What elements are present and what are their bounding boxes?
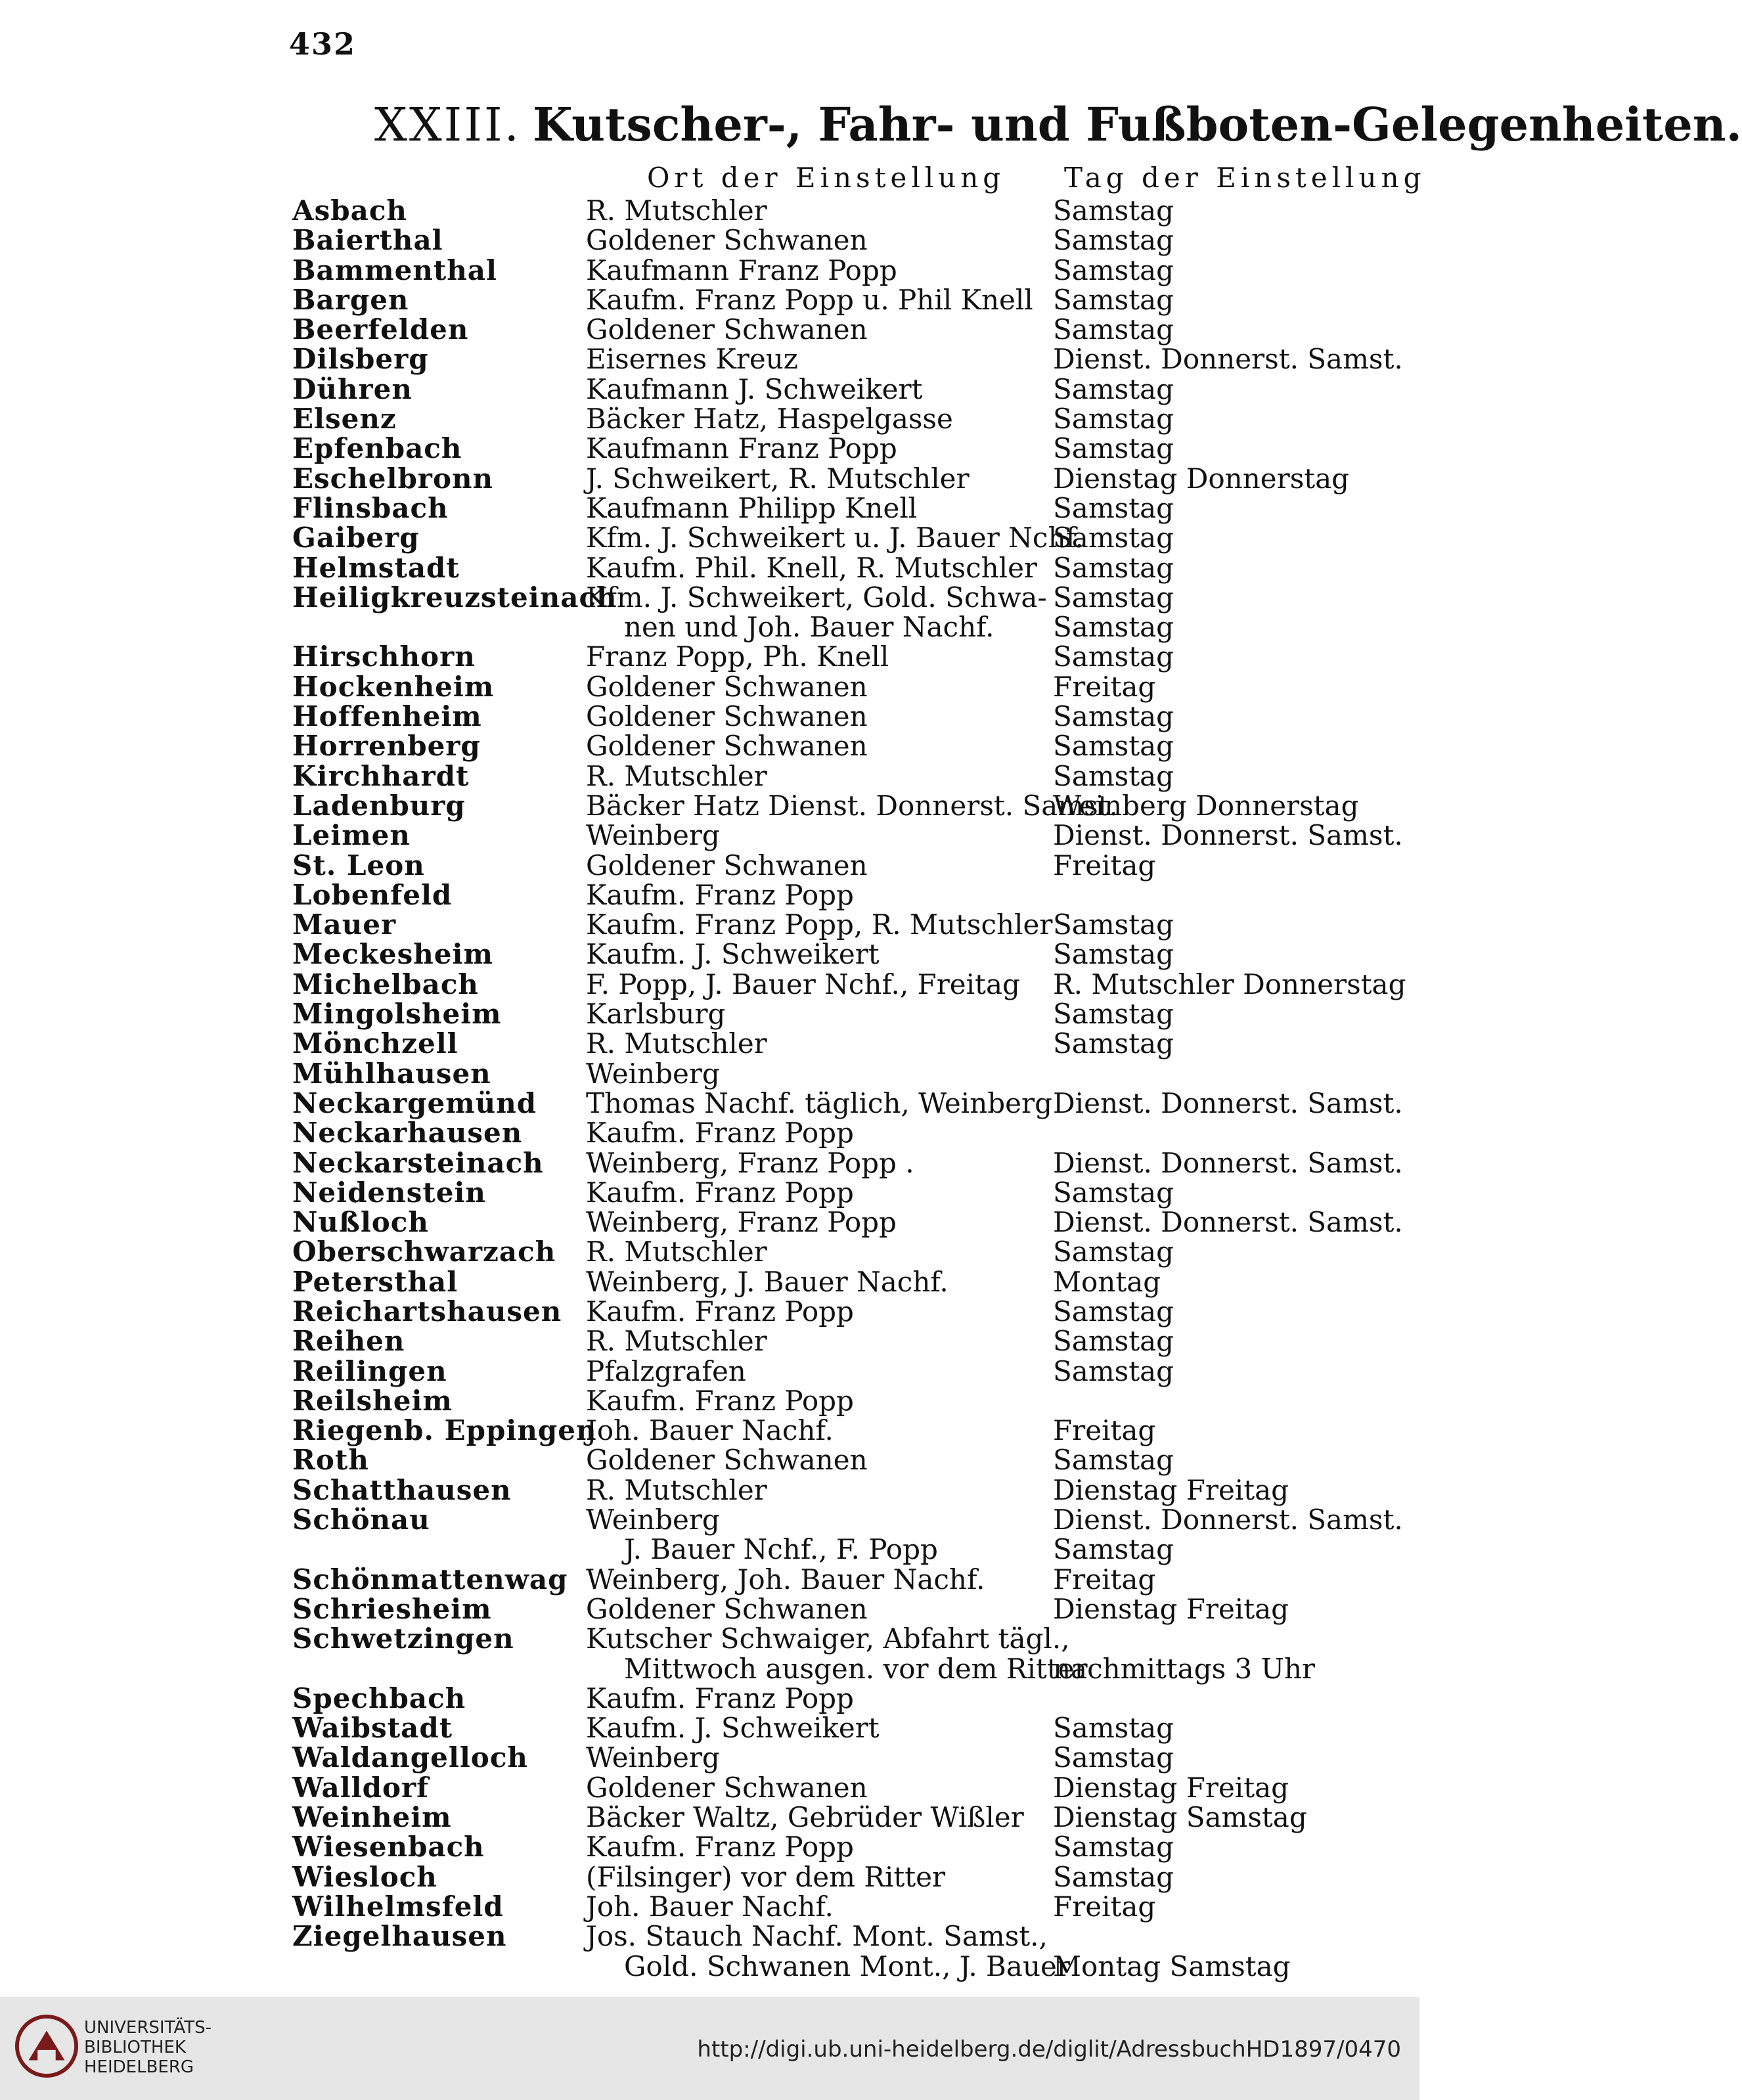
pickup-day: Weinberg Donnerstag xyxy=(1053,789,1359,822)
table-row xyxy=(0,612,1419,642)
pickup-place: Bäcker Hatz, Haspelgasse xyxy=(586,403,953,436)
pickup-day: Samstag xyxy=(1053,700,1174,733)
table-row xyxy=(0,1267,1419,1297)
location-name: Meckesheim xyxy=(292,938,493,971)
pickup-place: Kaufm. Franz Popp xyxy=(586,1831,854,1864)
table-row xyxy=(0,731,1419,761)
pickup-place: Jos. Stauch Nachf. Mont. Samst., xyxy=(586,1920,1048,1953)
table-row xyxy=(0,493,1419,523)
pickup-place: Goldener Schwanen xyxy=(586,224,868,257)
pickup-day: Samstag xyxy=(1053,1860,1174,1893)
table-row xyxy=(0,1505,1419,1534)
pickup-place: Kutscher Schwaiger, Abfahrt tägl., xyxy=(586,1622,1070,1655)
pickup-place: Kaufm. Franz Popp xyxy=(586,1384,854,1417)
pickup-place: R. Mutschler xyxy=(586,1473,767,1506)
location-name: Mingolsheim xyxy=(292,998,502,1031)
library-name-line: BIBLIOTHEK xyxy=(84,2038,186,2057)
table-row xyxy=(0,285,1419,315)
location-name: Wiesloch xyxy=(292,1860,437,1893)
table-row xyxy=(0,642,1419,671)
table-row xyxy=(0,702,1419,731)
pickup-day: Samstag xyxy=(1053,1236,1174,1268)
pickup-day: Samstag xyxy=(1053,1533,1174,1566)
pickup-place: Kaufm. Franz Popp xyxy=(586,878,854,911)
pickup-day: Freitag xyxy=(1053,1890,1156,1923)
pickup-day: Montag Samstag xyxy=(1053,1950,1291,1982)
location-name: Hirschhorn xyxy=(292,640,476,673)
library-name-line: UNIVERSITÄTS- xyxy=(84,2018,212,2038)
table-row xyxy=(0,464,1419,493)
column-header-ort: Ort der Einstellung xyxy=(647,162,1006,194)
location-name: Reilsheim xyxy=(292,1384,453,1417)
pickup-place: Goldener Schwanen xyxy=(586,1771,868,1804)
pickup-place: Kaufmann J. Schweikert xyxy=(586,372,923,405)
table-row xyxy=(0,1565,1419,1594)
location-name: Mauer xyxy=(292,908,397,941)
location-name: Hockenheim xyxy=(292,670,495,703)
pickup-day: Dienst. Donnerst. Samst. xyxy=(1053,1086,1403,1119)
table-row xyxy=(0,1713,1419,1743)
location-name: Ladenburg xyxy=(292,789,466,822)
table-row xyxy=(0,256,1419,285)
pickup-place: Mittwoch ausgen. vor dem Ritter xyxy=(624,1652,1088,1685)
pickup-day: Freitag xyxy=(1053,849,1156,882)
section-number: XXIII. xyxy=(374,98,521,152)
section-title-text: Kutscher-, Fahr- und Fußboten-Gelegenheiten. xyxy=(532,97,1742,152)
pickup-day: Samstag xyxy=(1053,1354,1174,1387)
table-row xyxy=(0,1386,1419,1416)
location-name: Wilhelmsfeld xyxy=(292,1890,504,1923)
location-name: Weinheim xyxy=(292,1801,452,1834)
table-row xyxy=(0,1475,1419,1505)
pickup-place: Franz Popp, Ph. Knell xyxy=(586,640,889,673)
pickup-day: Samstag xyxy=(1053,640,1174,673)
pickup-day: nachmittags 3 Uhr xyxy=(1053,1652,1316,1685)
location-name: Baierthal xyxy=(292,224,443,257)
pickup-day: Samstag xyxy=(1053,730,1174,763)
pickup-day: Samstag xyxy=(1053,938,1174,971)
table-row xyxy=(0,1059,1419,1088)
pickup-place: Kaufmann Franz Popp xyxy=(586,432,897,465)
location-name: Nußloch xyxy=(292,1206,429,1239)
pickup-place: Goldener Schwanen xyxy=(586,1592,868,1625)
library-name xyxy=(84,2018,212,2077)
pickup-place: Goldener Schwanen xyxy=(586,700,868,733)
table-row xyxy=(0,1624,1419,1653)
pickup-place: R. Mutschler xyxy=(586,1325,767,1358)
location-name: Schwetzingen xyxy=(292,1622,514,1655)
pickup-place: Weinberg xyxy=(586,1741,720,1774)
table-row xyxy=(0,1684,1419,1713)
pickup-place: Pfalzgrafen xyxy=(586,1354,746,1387)
pickup-day: Samstag xyxy=(1053,759,1174,792)
location-name: Reihen xyxy=(292,1325,405,1358)
table-row xyxy=(0,1029,1419,1058)
table-row xyxy=(0,1862,1419,1892)
pickup-place: Kaufm. Franz Popp xyxy=(586,1295,854,1328)
location-name: Schriesheim xyxy=(292,1592,492,1625)
pickup-place: Weinberg, Franz Popp xyxy=(586,1206,897,1239)
location-name: Walldorf xyxy=(292,1771,430,1804)
location-name: Dilsberg xyxy=(292,343,429,376)
pickup-day: Freitag xyxy=(1053,1563,1156,1596)
location-name: Michelbach xyxy=(292,968,479,1000)
table-row xyxy=(0,1237,1419,1266)
location-name: Mühlhausen xyxy=(292,1057,491,1090)
pickup-place: Goldener Schwanen xyxy=(586,1444,868,1477)
location-name: Kirchhardt xyxy=(292,759,470,792)
table-row xyxy=(0,553,1419,583)
pickup-day: Samstag xyxy=(1053,1325,1174,1358)
location-name: Neckargemünd xyxy=(292,1086,537,1119)
table-row xyxy=(0,1416,1419,1445)
table-row xyxy=(0,1892,1419,1921)
pickup-place: R. Mutschler xyxy=(586,1236,767,1268)
location-name: Wiesenbach xyxy=(292,1831,485,1864)
pickup-day: Samstag xyxy=(1053,283,1174,316)
location-name: Lobenfeld xyxy=(292,878,453,911)
table-row xyxy=(0,434,1419,463)
pickup-place: Goldener Schwanen xyxy=(586,849,868,882)
pickup-place: Kaufm. J. Schweikert xyxy=(586,1712,880,1745)
location-name: Ziegelhausen xyxy=(292,1920,507,1953)
table-row xyxy=(0,196,1419,225)
pickup-day: Samstag xyxy=(1053,491,1174,524)
pickup-day: Samstag xyxy=(1053,254,1174,286)
location-name: Leimen xyxy=(292,819,411,852)
pickup-place: Kaufm. Franz Popp, R. Mutschler xyxy=(586,908,1053,941)
location-name: Epfenbach xyxy=(292,432,462,465)
pickup-place: F. Popp, J. Bauer Nchf., Freitag xyxy=(586,968,1020,1000)
pickup-place: Goldener Schwanen xyxy=(586,730,868,763)
university-library-logo-icon xyxy=(14,2014,79,2078)
location-name: Oberschwarzach xyxy=(292,1236,556,1268)
location-name: Mönchzell xyxy=(292,1027,458,1060)
pickup-place: Karlsburg xyxy=(586,998,726,1031)
pickup-day: Dienstag Donnerstag xyxy=(1053,462,1350,495)
location-name: Schönau xyxy=(292,1504,430,1536)
table-row xyxy=(0,344,1419,374)
table-row xyxy=(0,404,1419,434)
location-name: Neckarhausen xyxy=(292,1117,523,1150)
pickup-place: Goldener Schwanen xyxy=(586,313,868,346)
pickup-place: Kaufmann Franz Popp xyxy=(586,254,897,286)
pickup-day: Samstag xyxy=(1053,551,1174,584)
pickup-day: Samstag xyxy=(1053,313,1174,346)
location-name: Horrenberg xyxy=(292,730,481,763)
pickup-day: Samstag xyxy=(1053,1176,1174,1209)
location-name: Flinsbach xyxy=(292,491,449,524)
pickup-place: Kaufm. J. Schweikert xyxy=(586,938,880,971)
pickup-place: R. Mutschler xyxy=(586,1027,767,1060)
pickup-day: Samstag xyxy=(1053,1831,1174,1864)
pickup-day: Dienst. Donnerst. Samst. xyxy=(1053,819,1403,852)
location-name: Waldangelloch xyxy=(292,1741,528,1774)
table-row xyxy=(0,583,1419,612)
location-name: Hoffenheim xyxy=(292,700,482,733)
table-row xyxy=(0,880,1419,910)
pickup-day: Samstag xyxy=(1053,522,1174,554)
pickup-day: Samstag xyxy=(1053,224,1174,257)
location-name: Asbach xyxy=(292,194,407,227)
pickup-day: Montag xyxy=(1053,1265,1161,1298)
pickup-place: Weinberg, J. Bauer Nachf. xyxy=(586,1265,949,1298)
table-row xyxy=(0,1594,1419,1624)
table-row xyxy=(0,523,1419,552)
table-row xyxy=(0,1802,1419,1832)
table-row xyxy=(0,1297,1419,1326)
pickup-place: R. Mutschler xyxy=(586,194,767,227)
table-row xyxy=(0,761,1419,791)
location-name: Petersthal xyxy=(292,1265,458,1298)
pickup-day: Dienst. Donnerst. Samst. xyxy=(1053,1206,1403,1239)
pickup-place: Kaufm. Phil. Knell, R. Mutschler xyxy=(586,551,1038,584)
table-row xyxy=(0,374,1419,404)
table-row xyxy=(0,1445,1419,1475)
pickup-place: Bäcker Waltz, Gebrüder Wißler xyxy=(586,1801,1024,1834)
table-row xyxy=(0,1654,1419,1684)
pickup-place: Kaufmann Philipp Knell xyxy=(586,491,918,524)
location-name: Reichartshausen xyxy=(292,1295,562,1328)
pickup-place: Kaufm. Franz Popp xyxy=(586,1682,854,1714)
pickup-day: Freitag xyxy=(1053,670,1156,703)
pickup-place: Weinberg, Joh. Bauer Nachf. xyxy=(586,1563,985,1596)
pickup-place: (Filsinger) vor dem Ritter xyxy=(586,1860,946,1893)
table-row xyxy=(0,939,1419,969)
pickup-place: J. Bauer Nchf., F. Popp xyxy=(624,1533,938,1566)
pickup-place: Gold. Schwanen Mont., J. Bauer xyxy=(624,1950,1070,1982)
location-name: Spechbach xyxy=(292,1682,466,1714)
location-name: Riegen xyxy=(292,1414,405,1447)
pickup-place: Thomas Nachf. täglich, Weinberg xyxy=(586,1086,1052,1119)
table-row xyxy=(0,1326,1419,1356)
listing-table xyxy=(0,196,1419,1981)
pickup-place: Kaufm. Franz Popp u. Phil Knell xyxy=(586,283,1033,316)
pickup-place: Kfm. J. Schweikert u. J. Bauer Nchf. xyxy=(586,522,1084,554)
table-row xyxy=(0,820,1419,850)
table-row xyxy=(0,1148,1419,1178)
pickup-day: Dienstag Freitag xyxy=(1053,1592,1289,1625)
pickup-day: Samstag xyxy=(1053,1295,1174,1328)
pickup-day: Samstag xyxy=(1053,998,1174,1031)
pickup-place: Goldener Schwanen xyxy=(586,670,868,703)
table-row xyxy=(0,315,1419,344)
library-name-line: HEIDELBERG xyxy=(84,2057,194,2077)
table-row xyxy=(0,1952,1419,1981)
location-name: Gaiberg xyxy=(292,522,420,554)
pickup-place: J. Schweikert, R. Mutschler xyxy=(586,462,970,495)
pickup-place: Weinberg xyxy=(586,819,720,852)
pickup-place: Weinberg xyxy=(586,1057,720,1090)
table-row xyxy=(0,791,1419,820)
table-row xyxy=(0,910,1419,939)
pickup-day: Samstag xyxy=(1053,1712,1174,1745)
location-name: Elsenz xyxy=(292,403,397,436)
pickup-day: Samstag xyxy=(1053,432,1174,465)
table-row xyxy=(0,1118,1419,1148)
pickup-day: Samstag xyxy=(1053,194,1174,227)
table-row xyxy=(0,1088,1419,1118)
table-row xyxy=(0,672,1419,702)
location-name: Neidenstein xyxy=(292,1176,486,1209)
pickup-day: Freitag xyxy=(1053,1414,1156,1447)
table-row xyxy=(0,1207,1419,1237)
pickup-place: Weinberg, Franz Popp . xyxy=(586,1146,914,1179)
table-row xyxy=(0,1356,1419,1386)
table-row xyxy=(0,1921,1419,1951)
location-name: Dühren xyxy=(292,372,413,405)
pickup-place: Joh. Bauer Nachf. xyxy=(586,1890,834,1923)
pickup-day: R. Mutschler Donnerstag xyxy=(1053,968,1406,1000)
pickup-place: Joh. Bauer Nachf. xyxy=(586,1414,834,1447)
pickup-place: Kaufm. Franz Popp xyxy=(586,1176,854,1209)
pickup-day: Samstag xyxy=(1053,581,1174,614)
table-row xyxy=(0,1832,1419,1862)
pickup-day: Dienstag Samstag xyxy=(1053,1801,1307,1834)
table-row xyxy=(0,1743,1419,1772)
table-row xyxy=(0,970,1419,999)
location-name: Helmstadt xyxy=(292,551,460,584)
pickup-day: Samstag xyxy=(1053,372,1174,405)
pickup-place: Bäcker Hatz Dienst. Donnerst. Samst. xyxy=(586,789,1118,822)
pickup-day: Samstag xyxy=(1053,1741,1174,1774)
location-suffix: b. Eppingen xyxy=(404,1414,597,1447)
location-name: Heiligkreuzsteinach xyxy=(292,581,617,614)
footer-bar xyxy=(0,1997,1419,2100)
pickup-day: Dienst. Donnerst. Samst. xyxy=(1053,343,1403,376)
table-row xyxy=(0,225,1419,255)
pickup-day: Samstag xyxy=(1053,908,1174,941)
location-name: Reilingen xyxy=(292,1354,447,1387)
pickup-day: Samstag xyxy=(1053,1444,1174,1477)
pickup-place: Kfm. J. Schweikert, Gold. Schwa- xyxy=(586,581,1047,614)
pickup-day: Samstag xyxy=(1053,1027,1174,1060)
pickup-day: Dienstag Freitag xyxy=(1053,1771,1289,1804)
location-name: Schönmattenwag xyxy=(292,1563,568,1596)
column-header-tag: Tag der Einstellung xyxy=(1064,162,1426,194)
pickup-day: Samstag xyxy=(1053,611,1174,644)
location-name: Beerfelden xyxy=(292,313,469,346)
table-row xyxy=(0,1178,1419,1207)
section-title xyxy=(374,97,1742,152)
location-name: Waibstadt xyxy=(292,1712,453,1745)
pickup-day: Samstag xyxy=(1053,403,1174,436)
location-name: Bammenthal xyxy=(292,254,497,286)
location-name: Eschelbronn xyxy=(292,462,494,495)
source-url-link[interactable]: http://digi.ub.uni-heidelberg.de/diglit/AdressbuchHD1897/0470 xyxy=(697,2036,1401,2063)
location-name: Schatthausen xyxy=(292,1473,512,1506)
table-row xyxy=(0,1773,1419,1802)
location-name: Roth xyxy=(292,1444,369,1477)
pickup-place: nen und Joh. Bauer Nachf. xyxy=(624,611,994,644)
table-row xyxy=(0,1534,1419,1564)
page-number: 432 xyxy=(289,26,357,62)
location-name: Bargen xyxy=(292,283,409,316)
location-name: St. Leon xyxy=(292,849,425,882)
table-row xyxy=(0,999,1419,1029)
pickup-place: Weinberg xyxy=(586,1504,720,1536)
pickup-place: Kaufm. Franz Popp xyxy=(586,1117,854,1150)
pickup-day: Dienstag Freitag xyxy=(1053,1473,1289,1506)
pickup-place: R. Mutschler xyxy=(586,759,767,792)
pickup-day: Dienst. Donnerst. Samst. xyxy=(1053,1146,1403,1179)
pickup-day: Dienst. Donnerst. Samst. xyxy=(1053,1504,1403,1536)
table-row xyxy=(0,851,1419,880)
pickup-place: Eisernes Kreuz xyxy=(586,343,798,376)
location-name: Neckarsteinach xyxy=(292,1146,544,1179)
